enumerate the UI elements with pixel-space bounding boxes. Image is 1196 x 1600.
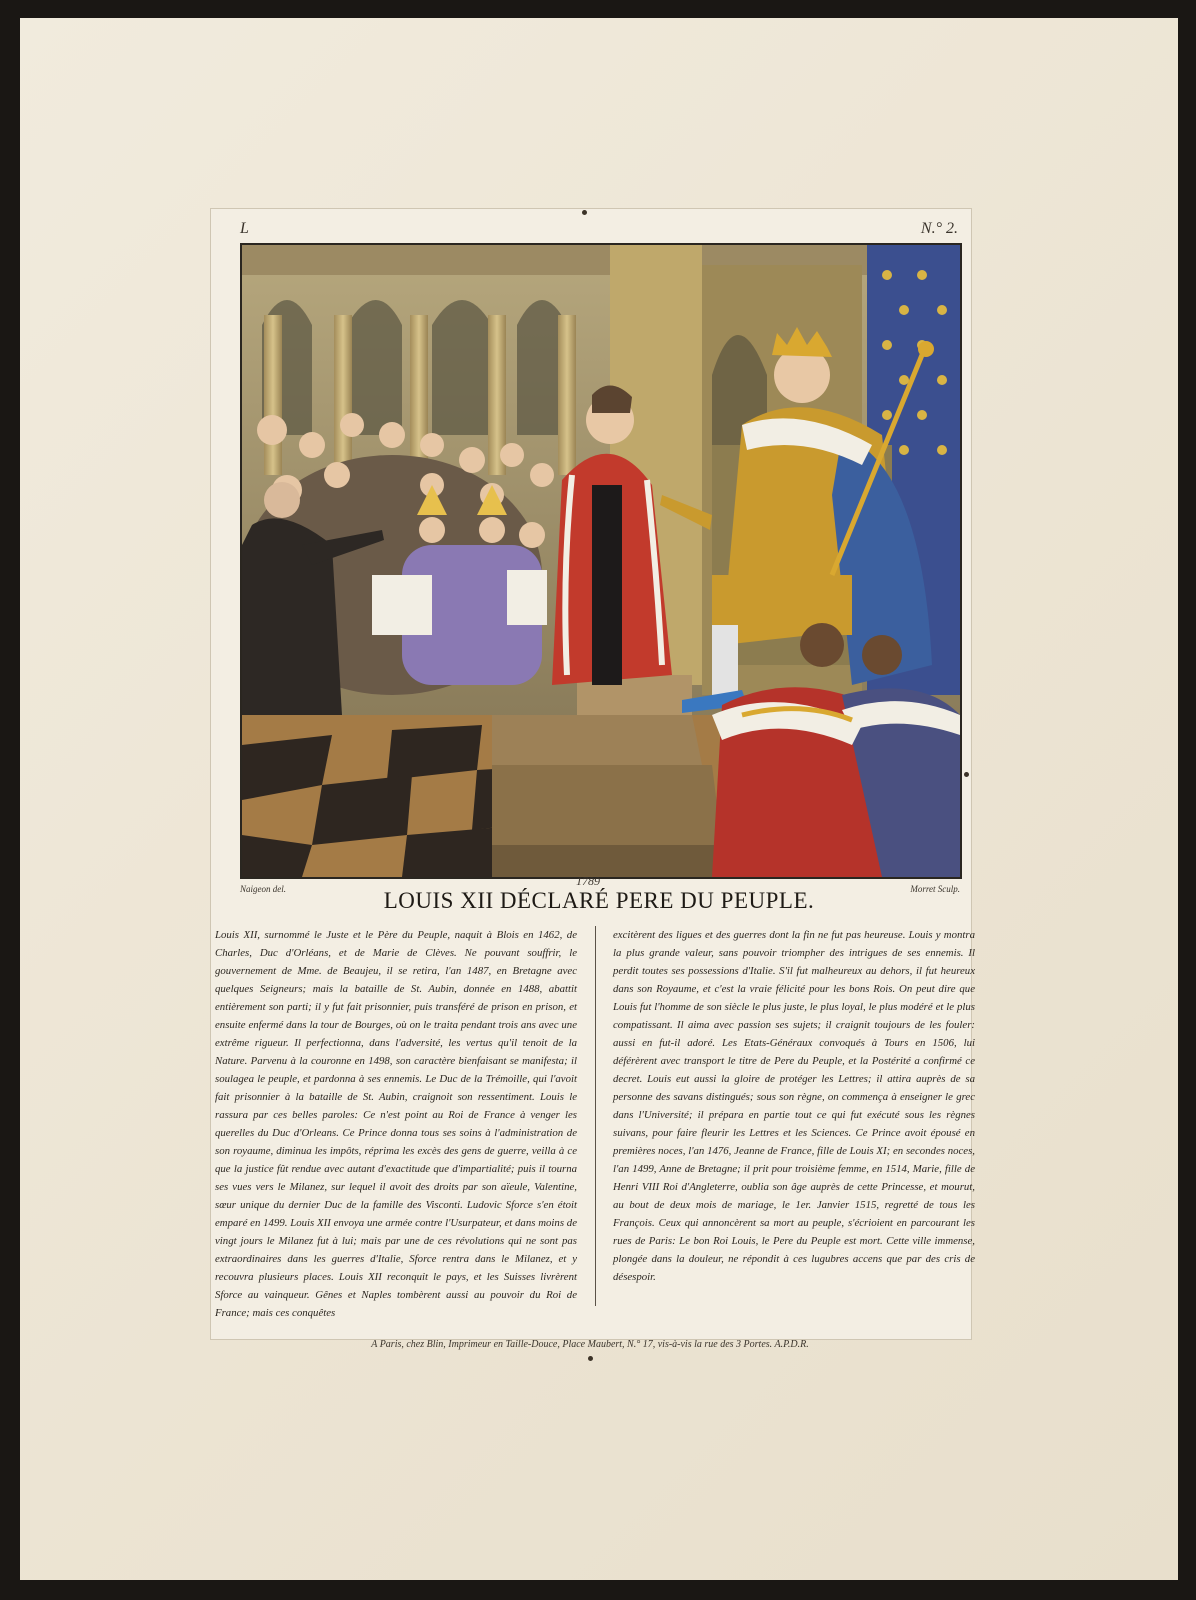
pinhole	[582, 210, 587, 215]
text-column-right: excitèrent des ligues et des guerres dont la fin ne fut pas heureuse. Louis y montra la plus grande valeur, sans pouvoir triompher des intrigues de ses ennemis. Il perdit toutes ses possessions d'Italie. S'il fut malheureux au dehors, il fut heureux dans son Royaume, et c'est la vraie félicité pour les bons Rois. On peut dire que Louis fut l'homme de son siècle le plus juste, le plus loyal, le plus modéré et le plus compatissant. Il aima avec passion ses sujets; il craignit toujours de les fouler: aussi en fut-il adoré. Les Etats-Généraux convoqués à Tours en 1506, lui déférèrent avec transport le titre de Pere du Peuple, et la Postérité a confirmé ce decret. Louis eut aussi la gloire de protéger les Lettres; il attira auprès de sa personne des savans distingués; sous son règne, on commença à enseigner le grec dans l'Université; il prépara en partie tout ce qui fut exécuté sous les règnes suivans, pour faire fleurir les Lettres et les Sciences. Ce Prince avoit épousé en premières noces, l'an 1476, Jeanne de France, fille de Louis XI; en secondes noces, l'an 1499, Anne de Bretagne; il prit pour troisième femme, en 1514, Marie, fille de Henri VIII Roi d'Angleterre, oublia son âge auprès de cette Princesse, et mourut, au bout de deux mois de mariage, le 1er. Janvier 1515, regretté de tous les François. Ceux qui annoncèrent sa mort au peuple, s'écrioient en parcourant les rues de Paris: Le bon Roi Louis, le Pere du Peuple est mort. Cette ville immense, plongée dans la douleur, ne répondit à ces lugubres accens que par des cris de désespoir.	[613, 929, 975, 1283]
text-column-left: Louis XII, surnommé le Juste et le Père du Peuple, naquit à Blois en 1462, de Charles, Duc d'Orléans, et de Marie de Clèves. Ne pouvant souffrir, le gouvernement de Mme. de Beaujeu, il se retira, l'an 1487, en Bretagne avec quelques Seigneurs; mais la bataille de St. Aubin, donnée en 1488, abattit entièrement son parti; il y fut fait prisonnier, puis transféré de prison en prison, et ensuite enfermé dans la tour de Bourges, où on le traita pendant trois ans avec une extrême rigueur. Il perfectionna, dans l'adversité, les vertus qu'il tenoit de la Nature. Parvenu à la couronne en 1498, son caractère bienfaisant se manifesta; il soulagea le peuple, et pardonna à ses ennemis. Le Duc de la Trémoille, qui l'avoit fait prisonnier à la bataille de St. Aubin, craignoit son ressentiment. Louis le rassura par ces belles paroles: Ce n'est point au Roi de France à venger les querelles du Duc d'Orleans. Ce Prince donna tous ses soins à l'administration de son royaume, diminua les impôts, réprima les excès des gens de guerre, veilla à ce que la justice fût rendue avec autant d'exactitude que d'impartialité; puis il tourna ses vues vers le Milanez, sur lequel il avoit des droits par son aïeule, Valentine, sœur unique du dernier Duc de la famille des Visconti. Ludovic Sforce s'en étoit emparé en 1499. Louis XII envoya une armée contre l'Usurpateur, et dans moins de vingt jours le Milanez fut à lui; mais par une de ces révolutions qui ne sont pas extraordinaires dans les guerres d'Italie, Sforce rentra dans le Milanez, et y recouvra plusieurs places. Louis XII reconquit le pays, et les Suisses livrèrent Sforce au vainqueur. Gênes et Naples tombèrent aussi au pouvoir du Roi de France; mais ces conquêtes	[215, 929, 577, 1319]
plate-letter: L	[240, 220, 249, 237]
page-title: LOUIS XII DÉCLARÉ PERE DU PEUPLE.	[383, 888, 815, 913]
artist-credit: Naigeon del.	[240, 884, 286, 894]
engraver-credit: Morret Sculp.	[910, 884, 960, 894]
publisher-imprint: A Paris, chez Blin, Imprimeur en Taille-Douce, Place Maubert, N.° 17, vis-à-vis la rue des 3 Portes. A.P.D.R.	[371, 1339, 809, 1350]
engraving-illustration	[240, 243, 962, 879]
plate-number: N.° 2.	[920, 220, 958, 237]
pinhole	[964, 772, 969, 777]
date: 1789	[576, 874, 600, 888]
pinhole	[588, 1356, 593, 1361]
column-divider	[595, 926, 596, 1306]
